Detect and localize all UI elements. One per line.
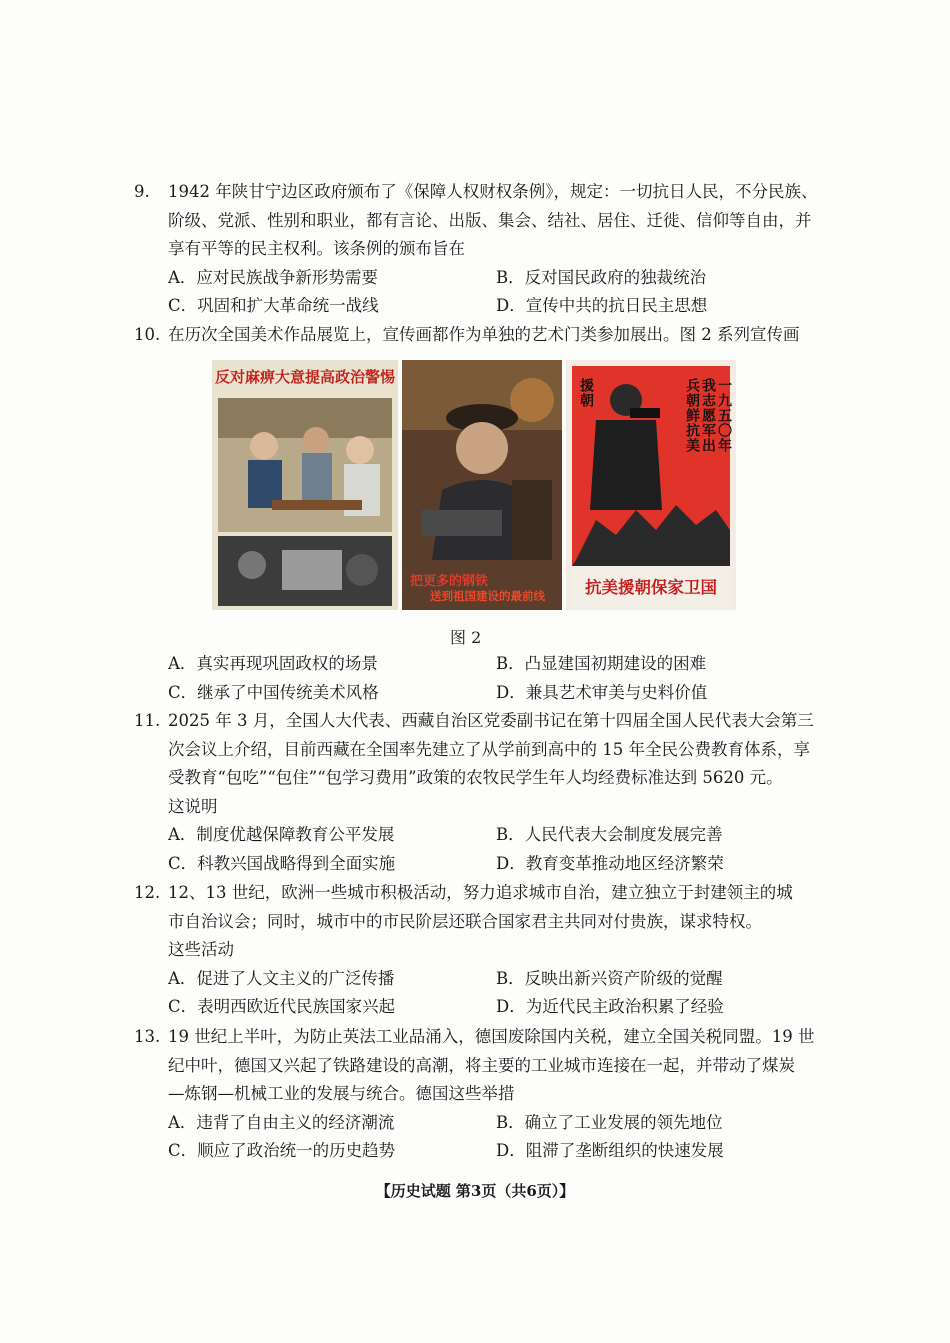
options: [134, 650, 824, 707]
option-d[interactable]: D．兼具艺术审美与史料价值: [496, 682, 708, 702]
figure-2: [212, 360, 736, 610]
question-13: [134, 1023, 824, 1166]
poster-steel-caption-1: 把更多的钢铁: [410, 574, 489, 589]
page-footer: 【历史试题 第3页（共6页）】: [375, 1182, 575, 1200]
question-stem-line: 阶级、党派、性别和职业，都有言论、出版、集会、结社、居住、迁徙、信仰等自由，并: [168, 210, 812, 230]
poster-korea-text-col3: 我志愿军出: [700, 378, 716, 453]
question-stem-line: 市自治议会；同时，城市中的市民阶层还联合国家君主共同对付贵族，谋求特权。: [168, 911, 762, 931]
question-stem-line: 10. 在历次全国美术作品展览上，宣传画都作为单独的艺术门类参加展出。图 2 系列宣传画: [134, 321, 824, 350]
poster-korea-slogan: 抗美援朝保家卫国: [585, 578, 717, 597]
question-number: 13.: [134, 1027, 161, 1046]
option-d[interactable]: D．为近代民主政治积累了经验: [496, 997, 724, 1017]
options: [134, 264, 824, 321]
question-12: [134, 879, 824, 1022]
option-c[interactable]: C．继承了中国传统美术风格: [168, 682, 379, 702]
poster-vigilance-illustration: [212, 360, 398, 610]
question-stem-line: 受教育“包吃”“包住”“包学习费用”政策的农牧民学生年人均经费标准达到 5620 元。: [168, 768, 783, 788]
option-b[interactable]: B．反映出新兴资产阶级的觉醒: [496, 968, 723, 988]
option-b[interactable]: B．凸显建国初期建设的困难: [496, 654, 707, 673]
question-stem-line: 12. 12、13 世纪，欧洲一些城市积极活动，努力追求城市自治，建立独立于封建领主的城: [134, 879, 824, 908]
option-a[interactable]: A．促进了人文主义的广泛传播: [168, 968, 395, 988]
question-number: 9.: [134, 182, 150, 201]
question-10: [134, 321, 824, 350]
question-stem-line: 这些活动: [168, 940, 234, 960]
option-a[interactable]: A．真实再现巩固政权的场景: [168, 654, 378, 673]
question-stem-line: 13. 19 世纪上半叶，为防止英法工业品涌入，德国废除国内关税，建立全国关税同盟。19 世: [134, 1023, 824, 1052]
option-d[interactable]: D．宣传中共的抗日民主思想: [496, 296, 708, 316]
poster-vigilance: [212, 360, 398, 610]
options: [134, 821, 824, 878]
option-b[interactable]: B．反对国民政府的独裁统治: [496, 267, 707, 287]
options: [134, 965, 824, 1022]
option-a[interactable]: A．违背了自由主义的经济潮流: [168, 1112, 395, 1132]
poster-korea-text-col2: 兵朝鲜抗美: [684, 378, 700, 453]
option-d[interactable]: D．教育变革推动地区经济繁荣: [496, 853, 724, 873]
option-b[interactable]: B．人民代表大会制度发展完善: [496, 825, 723, 845]
option-c[interactable]: C．巩固和扩大革命统一战线: [168, 296, 379, 316]
question-10-options: [134, 650, 824, 707]
option-a[interactable]: A．制度优越保障教育公平发展: [168, 825, 395, 845]
question-stem-line: 享有平等的民主权利。该条例的颁布旨在: [168, 239, 465, 259]
poster-steel-caption-2: 送到祖国建设的最前线: [430, 589, 545, 603]
options: [134, 1109, 824, 1166]
option-c[interactable]: C．科教兴国战略得到全面实施: [168, 853, 396, 873]
option-c[interactable]: C．表明西欧近代民族国家兴起: [168, 997, 396, 1017]
poster-korea: [566, 360, 736, 610]
option-d[interactable]: D．阻滞了垄断组织的快速发展: [496, 1141, 724, 1161]
question-stem-line: 纪中叶，德国又兴起了铁路建设的高潮，将主要的工业城市连接在一起，并带动了煤炭: [168, 1055, 795, 1075]
poster-steel: [402, 360, 562, 610]
question-stem-line: 次会议上介绍，目前西藏在全国率先建立了从学前到高中的 15 年全民公费教育体系，享: [168, 739, 810, 759]
question-number: 11.: [134, 711, 161, 730]
poster-korea-text-col4: 一九五〇年: [716, 378, 732, 453]
question-11: [134, 707, 824, 879]
question-stem-line: —炼钢—机械工业的发展与统合。德国这些举措: [168, 1084, 515, 1104]
question-stem-line: 9. 1942 年陕甘宁边区政府颁布了《保障人权财权条例》，规定：一切抗日人民，不分民族、: [134, 178, 824, 207]
poster-korea-text-col1: 援朝: [578, 378, 594, 408]
question-number: 10.: [134, 325, 161, 344]
question-9: [134, 178, 824, 321]
option-b[interactable]: B．确立了工业发展的领先地位: [496, 1112, 723, 1132]
poster-vigilance-title: 反对麻痹大意提高政治警惕: [214, 368, 395, 386]
option-a[interactable]: A．应对民族战争新形势需要: [168, 267, 378, 287]
question-stem-line: 这说明: [168, 796, 218, 816]
question-stem-line: 11. 2025 年 3 月，全国人大代表、西藏自治区党委副书记在第十四届全国人民代表大会第三: [134, 707, 824, 736]
option-c[interactable]: C．顺应了政治统一的历史趋势: [168, 1141, 396, 1161]
figure-label: 图 2: [450, 628, 482, 647]
question-number: 12.: [134, 883, 161, 902]
